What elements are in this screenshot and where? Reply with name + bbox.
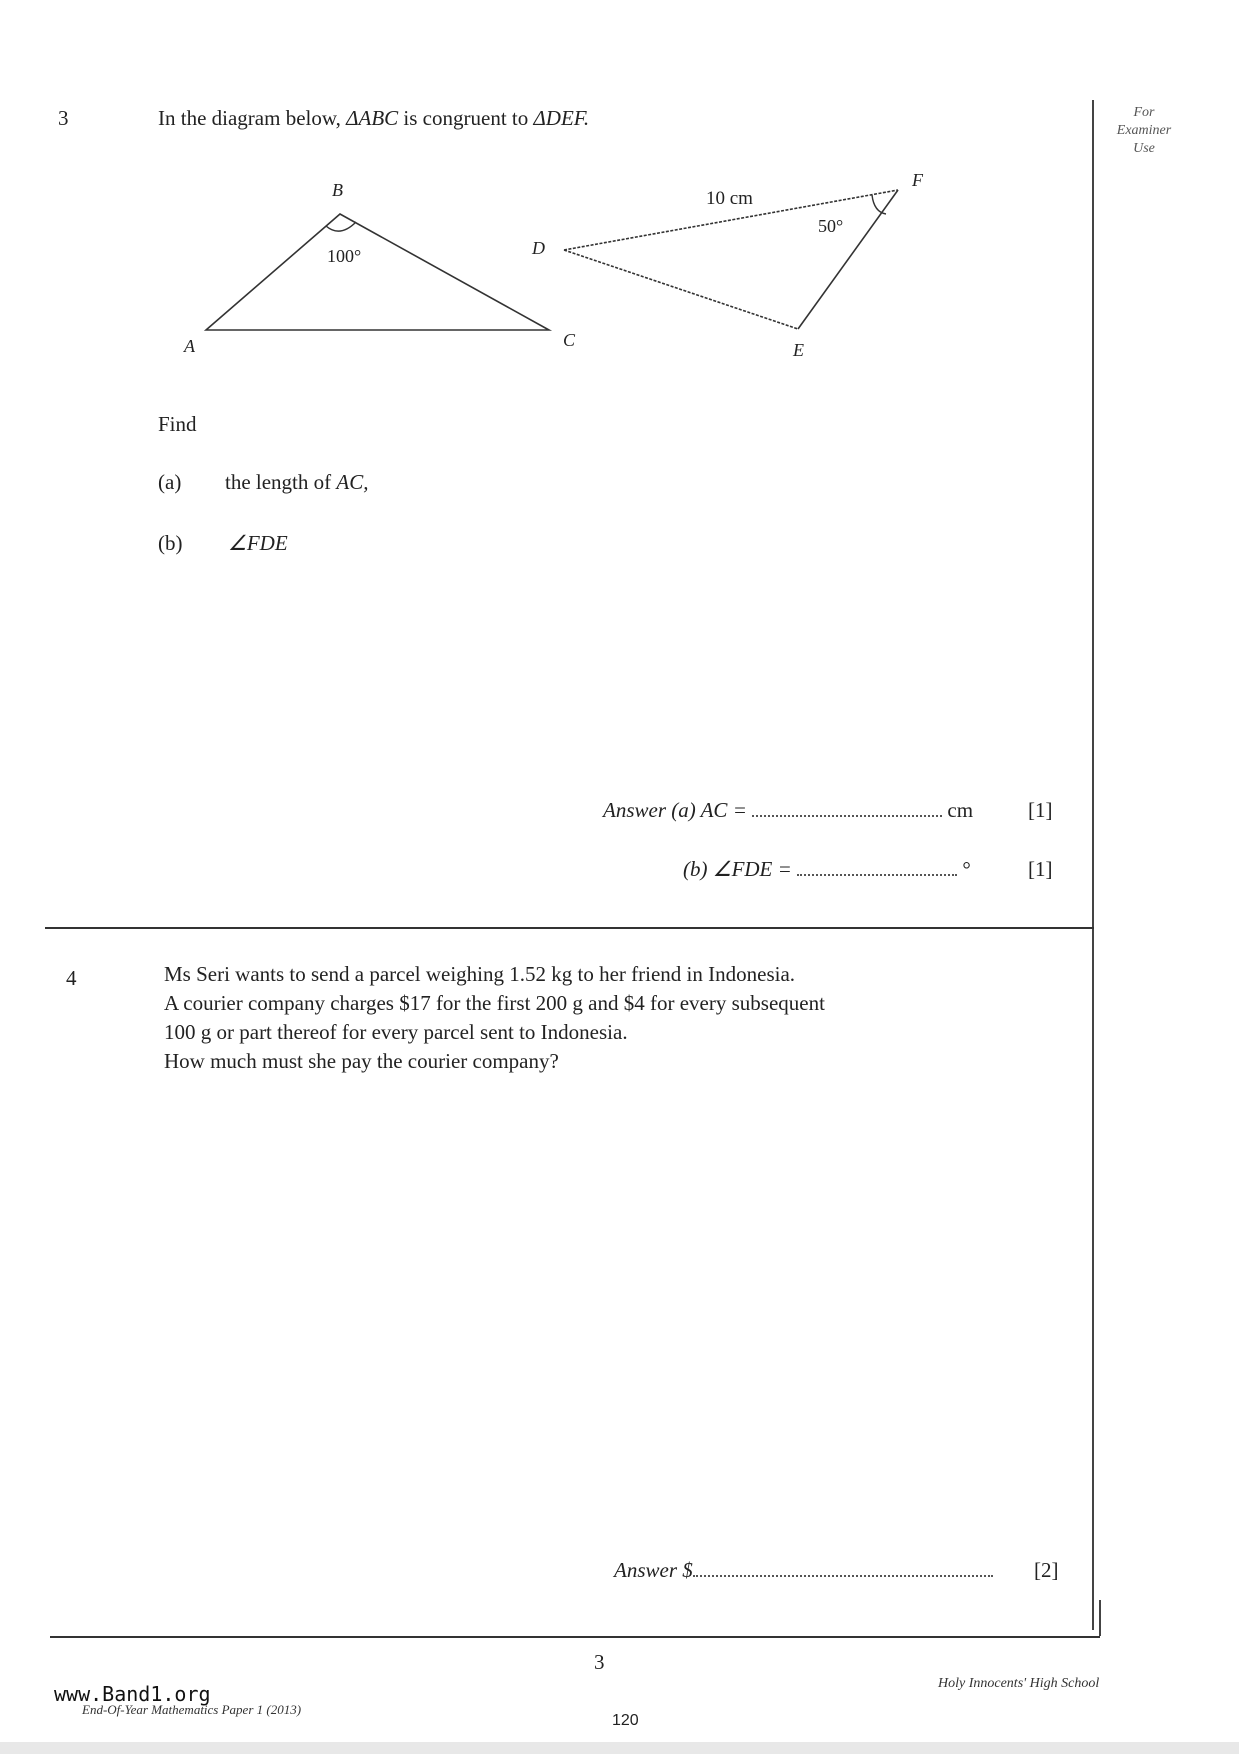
part-b-label: (b) bbox=[158, 531, 183, 555]
paper-title: End-Of-Year Mathematics Paper 1 (2013) bbox=[82, 1702, 302, 1717]
vertex-label-e: E bbox=[793, 340, 804, 360]
examiner-margin-line-lower bbox=[1099, 1600, 1101, 1636]
vertex-label-d: D bbox=[532, 238, 545, 258]
answer-a-row bbox=[603, 798, 973, 823]
triangle-abc bbox=[206, 214, 549, 330]
angle-f-label: 50° bbox=[818, 216, 844, 236]
answer-b-prefix: (b) ∠FDE = bbox=[683, 857, 792, 881]
stem-text-mid: is congruent to bbox=[398, 106, 534, 130]
vertex-label-b: B bbox=[332, 180, 343, 200]
stem-text: In the diagram below, bbox=[158, 106, 347, 130]
examiner-line-3: Use bbox=[1133, 141, 1155, 156]
side-de bbox=[564, 250, 798, 329]
question-4-line: A courier company charges $17 for the first 200 g and $4 for every subsequent bbox=[164, 991, 825, 1015]
angle-b-arc bbox=[326, 222, 356, 231]
school-name: Holy Innocents' High School bbox=[938, 1676, 1100, 1691]
question-4-line: How much must she pay the courier company? bbox=[164, 1049, 559, 1073]
angle-b-label: 100° bbox=[327, 246, 362, 266]
examiner-line-2: Examiner bbox=[1116, 123, 1172, 138]
side-df-label: 10 cm bbox=[706, 188, 753, 209]
vertex-label-c: C bbox=[563, 330, 576, 350]
answer-b-marks: [1] bbox=[1028, 857, 1053, 881]
answer-b-unit: ° bbox=[962, 857, 971, 881]
question-divider bbox=[45, 927, 1094, 929]
answer-4-field[interactable] bbox=[693, 1575, 993, 1577]
triangle-abc-ref: ΔABC bbox=[346, 106, 399, 130]
side-fe bbox=[798, 190, 898, 329]
scan-page-number: 120 bbox=[612, 1712, 639, 1729]
question-4-number: 4 bbox=[66, 966, 77, 990]
watermark-url: www.Band1.org bbox=[54, 1682, 211, 1706]
part-a-var: AC, bbox=[336, 470, 369, 494]
part-a-prefix: the length of bbox=[225, 470, 337, 494]
part-a-label: (a) bbox=[158, 470, 182, 494]
answer-a-marks: [1] bbox=[1028, 798, 1053, 822]
question-3-number: 3 bbox=[58, 106, 69, 130]
vertex-label-f: F bbox=[912, 170, 923, 190]
answer-4-prefix: Answer $ bbox=[614, 1558, 693, 1582]
examiner-line-1: For bbox=[1133, 105, 1155, 120]
answer-a-prefix: Answer (a) AC = bbox=[603, 798, 747, 822]
question-4-line: Ms Seri wants to send a parcel weighing 1.52 kg to her friend in Indonesia. bbox=[164, 962, 796, 986]
answer-a-field[interactable] bbox=[752, 815, 942, 817]
angle-f-arc bbox=[872, 195, 886, 214]
part-b-text: ∠FDE bbox=[228, 531, 288, 555]
answer-a-unit: cm bbox=[947, 798, 974, 822]
scan-edge bbox=[0, 1742, 1239, 1754]
vertex-label-a: A bbox=[184, 336, 195, 356]
answer-4-row bbox=[614, 1558, 993, 1583]
answer-b-row bbox=[683, 857, 971, 882]
page-number: 3 bbox=[594, 1650, 605, 1674]
question-4-text bbox=[164, 960, 825, 1076]
triangle-def-ref: ΔDEF. bbox=[533, 106, 590, 130]
part-a-text bbox=[225, 470, 368, 495]
page-bottom-line bbox=[50, 1636, 1100, 1638]
answer-b-field[interactable] bbox=[797, 874, 957, 876]
question-4-line: 100 g or part thereof for every parcel sent to Indonesia. bbox=[164, 1020, 628, 1044]
find-label: Find bbox=[158, 412, 197, 436]
answer-4-marks: [2] bbox=[1034, 1558, 1059, 1582]
